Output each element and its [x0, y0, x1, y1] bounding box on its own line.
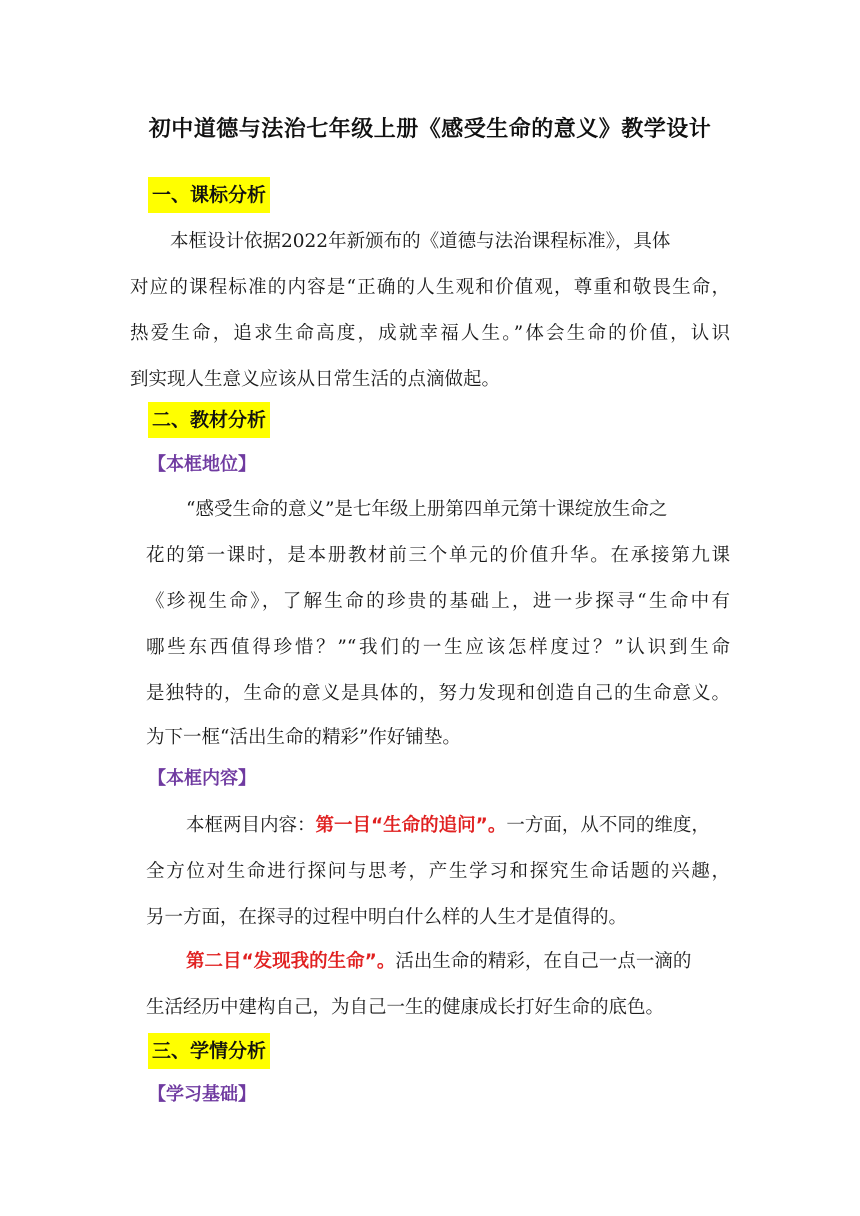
paragraph-line: “感受生命的意义”是七年级上册第四单元第十课绽放生命之 — [186, 499, 668, 520]
paragraph-line: 对应的课程标准的内容是“正确的人生观和价值观，尊重和敬畏生命， — [130, 277, 730, 298]
paragraph-line-mixed — [186, 946, 691, 978]
subheading-learning-basis: 【学习基础】 — [148, 1084, 256, 1105]
paragraph-rest: 一方面，从不同的维度， — [506, 815, 710, 836]
highlight-first-item: 第一目“生命的追问”。 — [315, 815, 507, 836]
section-heading-learners: 三、学情分析 — [148, 1033, 270, 1069]
paragraph-line-mixed — [186, 810, 710, 842]
paragraph-line: 花的第一课时，是本册教材前三个单元的价值升华。在承接第九课 — [146, 545, 730, 566]
paragraph-line: 热爱生命，追求生命高度，成就幸福人生。”体会生命的价值，认识 — [130, 323, 730, 344]
paragraph-line: 本框设计依据2022年新颁布的《道德与法治课程标准》，具体 — [170, 231, 671, 252]
subheading-content: 【本框内容】 — [148, 768, 256, 789]
paragraph-line: 生活经历中建构自己，为自己一生的健康成长打好生命的底色。 — [146, 997, 665, 1018]
paragraph-line: 全方位对生命进行探问与思考，产生学习和探究生命话题的兴趣， — [146, 861, 730, 882]
section-heading-curriculum: 一、课标分析 — [148, 177, 270, 213]
highlight-second-item: 第二目“发现我的生命”。 — [186, 951, 396, 972]
document-title: 初中道德与法治七年级上册《感受生命的意义》教学设计 — [148, 117, 712, 142]
paragraph-line: 另一方面，在探寻的过程中明白什么样的人生才是值得的。 — [146, 907, 628, 928]
paragraph-line: 是独特的，生命的意义是具体的，努力发现和创造自己的生命意义。 — [146, 683, 730, 704]
paragraph-line: 为下一框“活出生命的精彩”作好铺垫。 — [146, 727, 461, 748]
paragraph-rest: 活出生命的精彩，在自己一点一滴的 — [395, 951, 692, 972]
paragraph-line: 到实现人生意义应该从日常生活的点滴做起。 — [130, 369, 501, 390]
paragraph-line: 《珍视生命》，了解生命的珍贵的基础上，进一步探寻“生命中有 — [146, 591, 730, 612]
subheading-position: 【本框地位】 — [148, 454, 256, 475]
section-heading-textbook: 二、教材分析 — [148, 402, 270, 438]
paragraph-lead: 本框两目内容： — [186, 815, 316, 836]
paragraph-line: 哪些东西值得珍惜？”“我们的一生应该怎样度过？”认识到生命 — [146, 637, 730, 658]
